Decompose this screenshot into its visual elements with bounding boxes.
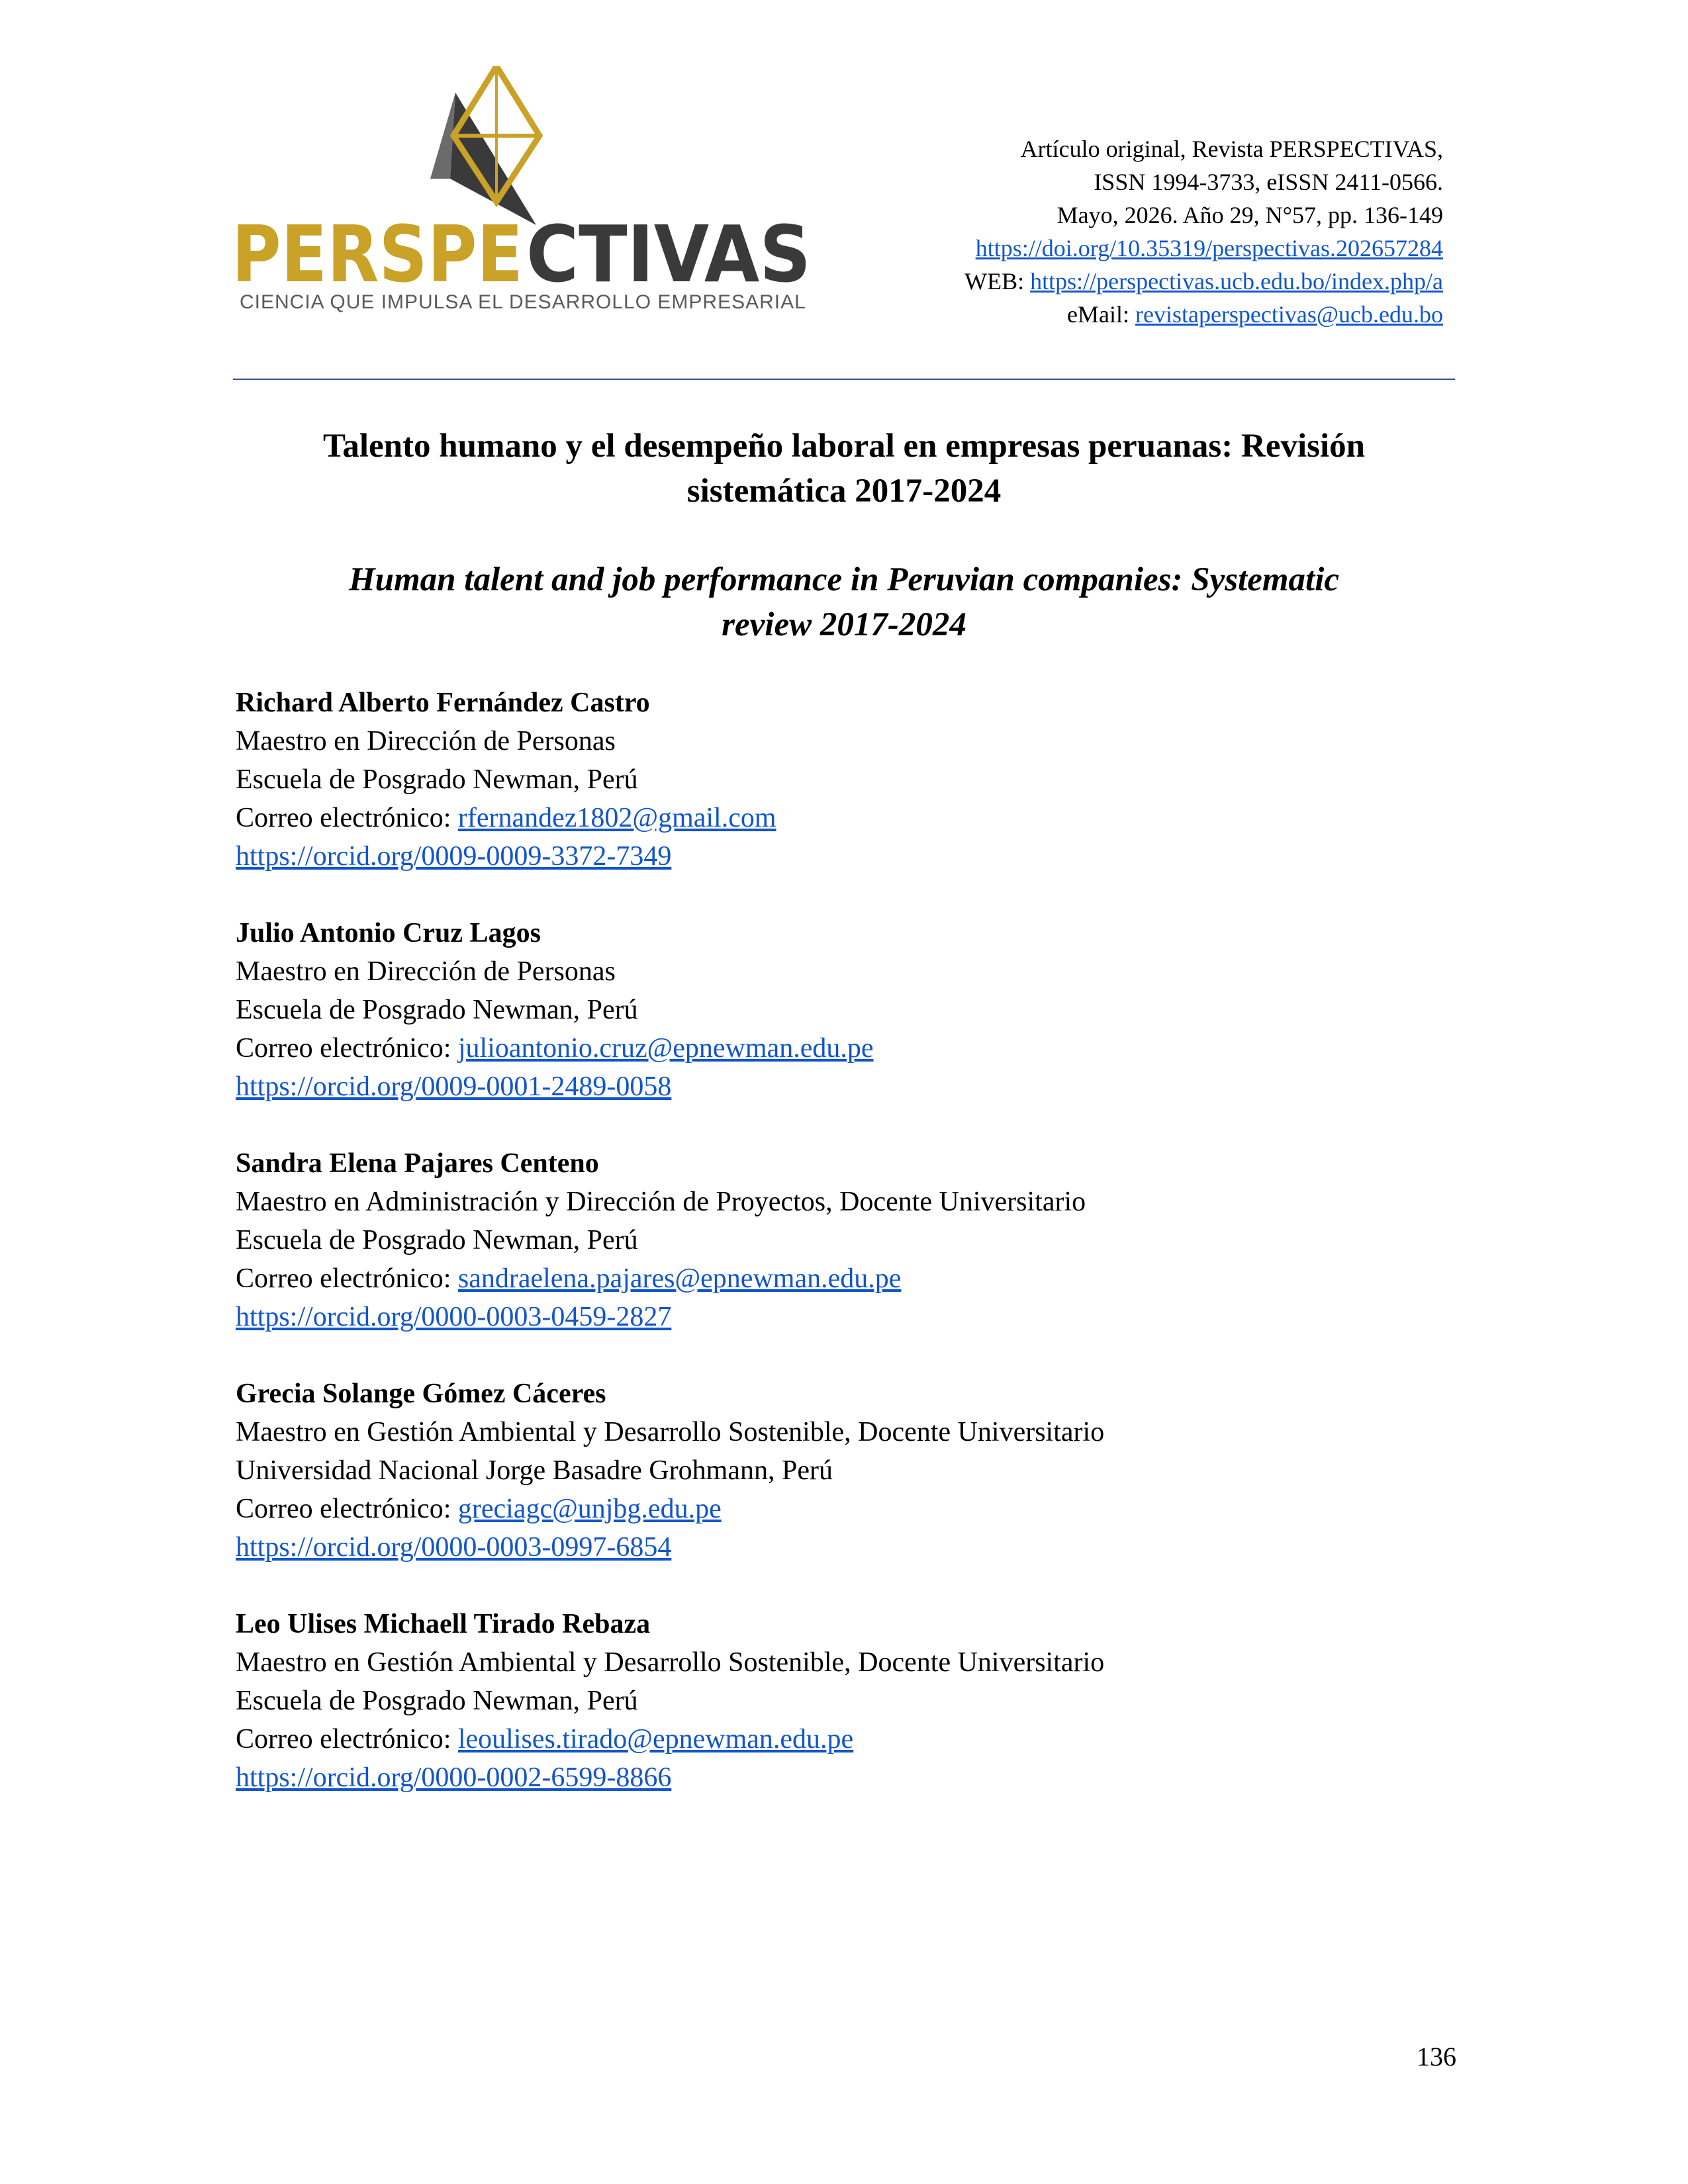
author-name: Leo Ulises Michaell Tirado Rebaza <box>236 1609 651 1639</box>
header-divider <box>233 379 1455 380</box>
author-institution: Escuela de Posgrado Newman, Perú <box>236 1225 638 1255</box>
author-degree: Maestro en Gestión Ambiental y Desarrollo Sostenible, Docente Universitario <box>236 1647 1105 1678</box>
author-orcid-link[interactable]: https://orcid.org/0009-0001-2489-0058 <box>236 1071 672 1102</box>
author-email-link[interactable]: greciagc@unjbg.edu.pe <box>457 1494 722 1524</box>
author-degree: Maestro en Gestión Ambiental y Desarrollo Sostenible, Docente Universitario <box>236 1417 1105 1447</box>
author-institution: Universidad Nacional Jorge Basadre Grohmann, Perú <box>236 1455 833 1486</box>
author-list <box>236 684 1458 1835</box>
logo-tagline: CIENCIA QUE IMPULSA EL DESARROLLO EMPRESARIAL <box>240 291 806 313</box>
author-name: Grecia Solange Gómez Cáceres <box>236 1379 606 1409</box>
author-degree: Maestro en Administración y Dirección de Proyectos, Docente Universitario <box>236 1187 1086 1217</box>
citation-block <box>964 132 1443 331</box>
author-institution: Escuela de Posgrado Newman, Perú <box>236 995 638 1025</box>
journal-logo <box>232 66 827 324</box>
author-name: Sandra Elena Pajares Centeno <box>236 1148 599 1179</box>
author-institution: Escuela de Posgrado Newman, Perú <box>236 1686 638 1716</box>
web-label: WEB: <box>964 268 1025 295</box>
author-email-link[interactable]: sandraelena.pajares@epnewman.edu.pe <box>457 1263 902 1294</box>
author-email-link[interactable]: rfernandez1802@gmail.com <box>457 803 776 833</box>
author-name: Julio Antonio Cruz Lagos <box>236 918 541 948</box>
email-prefix: Correo electrónico: <box>236 1724 451 1754</box>
email-label: eMail: <box>1067 301 1129 328</box>
author-degree: Maestro en Dirección de Personas <box>236 726 616 756</box>
email-prefix: Correo electrónico: <box>236 1494 451 1524</box>
email-prefix: Correo electrónico: <box>236 803 451 833</box>
author-entry <box>236 914 1458 1106</box>
citation-line-3: Mayo, 2026. Año 29, N°57, pp. 136-149 <box>1056 202 1443 228</box>
logo-wordmark <box>232 215 814 295</box>
author-name: Richard Alberto Fernández Castro <box>236 688 650 718</box>
page-number: 136 <box>1417 2042 1456 2071</box>
author-entry <box>236 1375 1458 1567</box>
citation-line-2: ISSN 1994-3733, eISSN 2411-0566. <box>1094 169 1443 195</box>
title-english: Human talent and job performance in Peruvian companies: Systematic review 2017-2024 <box>348 561 1340 643</box>
author-orcid-link[interactable]: https://orcid.org/0000-0003-0997-6854 <box>236 1532 672 1563</box>
author-email-link[interactable]: leoulises.tirado@epnewman.edu.pe <box>457 1724 854 1754</box>
author-entry <box>236 1605 1458 1797</box>
author-email-link[interactable]: julioantonio.cruz@epnewman.edu.pe <box>457 1033 874 1064</box>
title-spanish: Talento humano y el desempeño laboral en empresas peruanas: Revisión sistemática 2017-2024 <box>322 428 1366 510</box>
author-entry <box>236 1144 1458 1336</box>
citation-line-1: Artículo original, Revista PERSPECTIVAS, <box>1020 136 1443 162</box>
author-orcid-link[interactable]: https://orcid.org/0000-0003-0459-2827 <box>236 1302 672 1332</box>
author-entry <box>236 684 1458 876</box>
logo-diamond-icon <box>232 66 827 225</box>
logo-wordmark-dark: CTIVAS <box>526 215 811 295</box>
email-prefix: Correo electrónico: <box>236 1033 451 1064</box>
author-institution: Escuela de Posgrado Newman, Perú <box>236 764 638 795</box>
doi-link[interactable]: https://doi.org/10.35319/perspectivas.202657284 <box>975 235 1443 261</box>
journal-email-link[interactable]: revistaperspectivas@ucb.edu.bo <box>1135 301 1443 328</box>
author-degree: Maestro en Dirección de Personas <box>236 956 616 987</box>
email-prefix: Correo electrónico: <box>236 1263 451 1294</box>
logo-wordmark-gold: PERSPE <box>232 215 523 295</box>
web-link[interactable]: https://perspectivas.ucb.edu.bo/index.php/a <box>1030 268 1443 295</box>
author-orcid-link[interactable]: https://orcid.org/0000-0002-6599-8866 <box>236 1762 672 1793</box>
author-orcid-link[interactable]: https://orcid.org/0009-0009-3372-7349 <box>236 841 672 872</box>
